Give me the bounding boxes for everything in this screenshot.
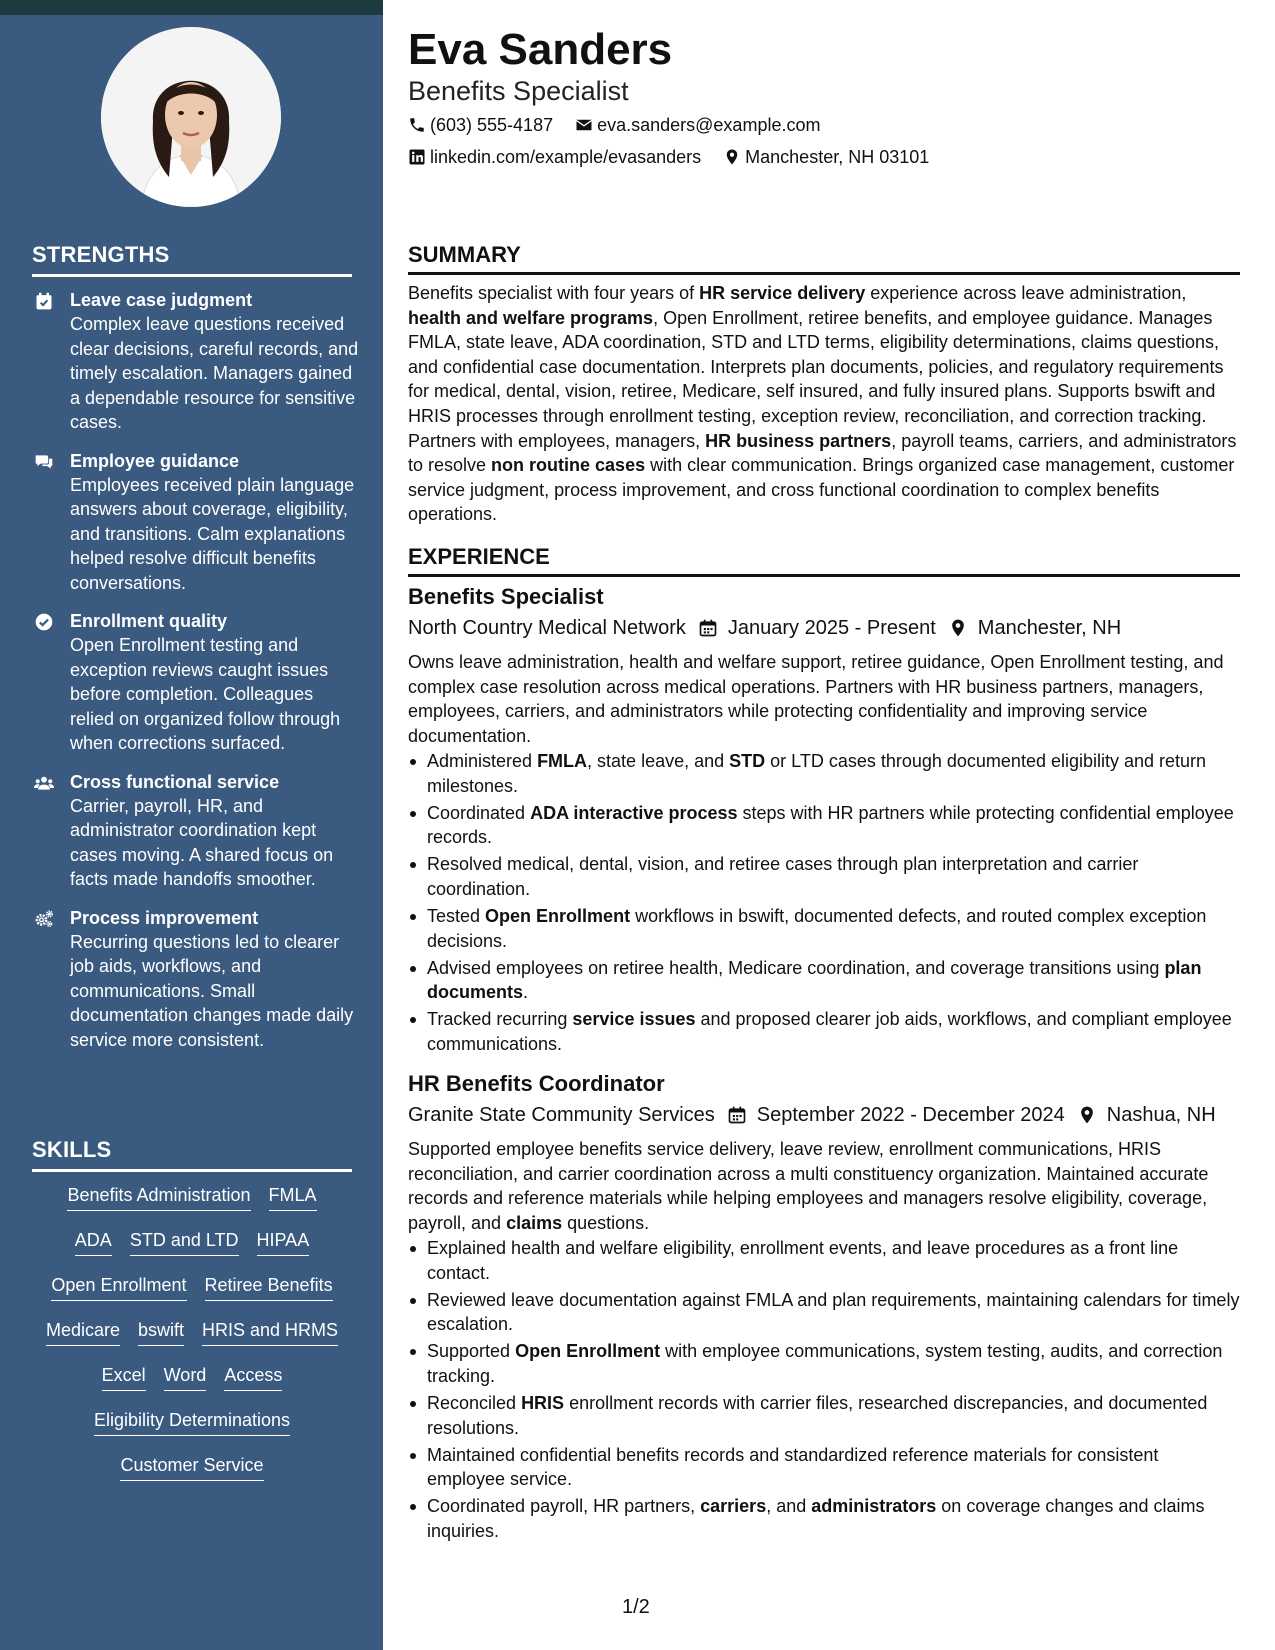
skill-row (32, 1453, 352, 1498)
text-run: , and (766, 1496, 812, 1517)
summary-heading: SUMMARY (408, 241, 1240, 275)
text-run: Tested (427, 906, 486, 927)
job-location-text-1: Manchester, NH (977, 617, 1122, 639)
skill-tag: Open Enrollment (51, 1273, 186, 1301)
bold-text: plan documents (427, 957, 1202, 1003)
text-run: steps with HR partners while protecting confidential employee records. (427, 802, 1234, 848)
strengths-heading: STRENGTHS (32, 242, 352, 277)
skill-row (32, 1363, 352, 1408)
bullet-item (408, 749, 1240, 798)
contact-row-2 (408, 145, 951, 169)
text-run: Supported employee benefits service delivery, leave review, enrollment communications, HRIS reconciliation, and carrier coordination across a multi constituency organization. Maintained accurate records and reference materials while helping employees and managers resolve eligibility, coverage, payroll, and (408, 1139, 1209, 1233)
job-location-2 (1077, 1102, 1216, 1128)
job-title-1: Benefits Specialist (408, 584, 604, 609)
skill-tag: Retiree Benefits (205, 1273, 333, 1301)
location-text: Manchester, NH 03101 (745, 147, 930, 167)
job-company-1: North Country Medical Network (408, 617, 686, 639)
text-run: . (523, 982, 529, 1003)
phone-contact (408, 113, 553, 137)
skill-tag: Eligibility Determinations (94, 1408, 290, 1436)
strengths-list (32, 288, 362, 1066)
strength-item (32, 288, 362, 435)
text-run: Maintained confidential benefits records and standardized reference materials for consistent employee service. (427, 1444, 1159, 1490)
text-run: with employee communications, system testing, audits, and correction tracking. (427, 1341, 1223, 1386)
skill-tag: HIPAA (257, 1228, 310, 1256)
bold-text: administrators (811, 1496, 937, 1517)
bullet-item (408, 956, 1240, 1005)
calendar-icon (698, 618, 728, 638)
text-run: Resolved medical, dental, vision, and retiree cases through plan interpretation and carrier coordination. (427, 854, 1139, 899)
strength-description: Recurring questions led to clearer job aids, workflows, and communications. Small documentation changes made daily service more consistent. (70, 931, 354, 1050)
bold-text: service issues (572, 1009, 696, 1030)
text-run: Reviewed leave documentation against FMLA and plan requirements, maintaining calendars for timely escalation. (427, 1289, 1240, 1335)
email-contact[interactable] (575, 113, 820, 137)
strength-item (32, 609, 362, 756)
bullet-item (408, 1339, 1240, 1388)
bullet-item (408, 904, 1240, 953)
strength-title: Cross functional service (70, 771, 280, 792)
location-contact (723, 145, 929, 169)
skill-row (32, 1273, 352, 1318)
calendar-check-icon (34, 291, 54, 311)
text-run: on coverage changes and claims inquiries. (427, 1496, 1205, 1542)
summary-text (408, 281, 1240, 527)
skill-tag: Customer Service (120, 1453, 263, 1481)
strength-item (32, 449, 362, 596)
skill-tag: Access (224, 1363, 282, 1391)
strength-description: Open Enrollment testing and exception reviews caught issues before completion. Colleagues relied on organized follow through when corrections surfaced. (70, 635, 341, 753)
candidate-title: Benefits Specialist (408, 76, 629, 106)
envelope-icon (575, 116, 597, 134)
strength-description: Carrier, payroll, HR, and administrator coordination kept cases moving. A shared focus on facts made handoffs smoother. (70, 795, 334, 889)
strength-item (32, 906, 362, 1053)
strength-title: Enrollment quality (70, 611, 228, 631)
text-run: , payroll teams, carriers, and administrators to resolve (408, 430, 1237, 476)
bullet-item (408, 1494, 1240, 1543)
strength-title: Process improvement (70, 907, 259, 928)
job-bullets-1 (408, 749, 1240, 1059)
text-run: enrollment records with carrier files, researched discrepancies, and documented resolutions. (427, 1393, 1208, 1438)
job-summary-1: Owns leave administration, health and welfare support, retiree guidance, Open Enrollment testing, and complex case resolution across medical operations. Partners with HR business partners, managers, employees, carriers, and administrators while protecting confidentiality and improving service documentation. (408, 652, 1224, 746)
map-pin-icon (1077, 1105, 1107, 1125)
text-run: Coordinated payroll, HR partners, (427, 1496, 701, 1517)
avatar-photo (101, 27, 281, 207)
calendar-icon (727, 1105, 757, 1125)
skill-tag: Benefits Administration (67, 1183, 250, 1211)
bullet-item (408, 1236, 1240, 1285)
phone-icon (408, 116, 430, 134)
candidate-name: Eva Sanders (408, 25, 673, 74)
job-summary-2 (408, 1137, 1240, 1235)
job-title-2: HR Benefits Coordinator (408, 1071, 665, 1096)
text-run: Coordinated (427, 802, 531, 823)
page-number: 1/2 (622, 1596, 650, 1618)
sidebar-top-bar (0, 0, 383, 15)
contact-row-1 (408, 113, 842, 137)
bullet-item (408, 1288, 1240, 1337)
text-run: workflows in bswift, documented defects, and routed complex exception decisions. (427, 906, 1207, 951)
skill-row (32, 1318, 352, 1363)
text-run: experience across leave administration, (865, 283, 1187, 303)
bold-text: ADA interactive process (530, 802, 738, 823)
chat-bubbles-icon (34, 452, 54, 472)
job-location-1 (948, 615, 1121, 641)
bold-text: claims (506, 1212, 563, 1233)
job-meta-2 (408, 1102, 1228, 1128)
job-company-2: Granite State Community Services (408, 1104, 715, 1126)
bullet-item (408, 801, 1240, 850)
strength-description: Complex leave questions received clear decisions, careful records, and timely escalation. Managers gained a dependable resource for sensitive cases. (70, 314, 359, 432)
bold-text: carriers (700, 1496, 767, 1517)
skill-row (32, 1408, 352, 1453)
bold-text: health and welfare programs (408, 307, 654, 328)
sidebar (0, 0, 383, 1650)
text-run: Benefits specialist with four years of (408, 283, 700, 303)
strength-description: Employees received plain language answers about coverage, eligibility, and transitions. Calm explanations helped resolve difficult benefits conversations. (70, 474, 355, 593)
bold-text: HR service delivery (699, 283, 866, 303)
bullet-item (408, 1007, 1240, 1056)
strength-item (32, 770, 362, 892)
check-circle-icon (34, 612, 54, 632)
job-dates-2 (727, 1102, 1065, 1128)
linkedin-contact[interactable] (408, 145, 701, 169)
text-run: Supported (427, 1341, 516, 1362)
bold-text: STD (729, 751, 766, 771)
avatar (101, 27, 281, 207)
text-run: Advised employees on retiree health, Medicare coordination, and coverage transitions using (427, 957, 1165, 978)
map-pin-icon (948, 618, 978, 638)
text-run: Tracked recurring (427, 1009, 573, 1030)
linkedin-text[interactable]: linkedin.com/example/evasanders (430, 147, 702, 167)
text-run: with clear communication. Brings organized case management, customer service judgment, process improvement, and cross functional coordination to complex benefits operations. (408, 455, 1235, 525)
text-run: Explained health and welfare eligibility, enrollment events, and leave procedures as a front line contact. (427, 1238, 1179, 1283)
bold-text: FMLA (537, 751, 588, 771)
job-bullets-2 (408, 1236, 1240, 1546)
text-run: or LTD cases through documented eligibility and return milestones. (427, 751, 1207, 796)
email-text[interactable]: eva.sanders@example.com (597, 115, 821, 135)
users-icon (34, 773, 54, 793)
skill-tag: HRIS and HRMS (202, 1318, 338, 1346)
job-dates-text-2: September 2022 - December 2024 (756, 1104, 1065, 1126)
linkedin-icon (408, 148, 430, 166)
gears-icon (34, 909, 54, 929)
skill-row (32, 1183, 352, 1228)
text-run: Reconciled (427, 1393, 522, 1414)
bold-text: HR business partners (705, 430, 892, 451)
bold-text: Open Enrollment (515, 1341, 661, 1362)
skill-tag: Excel (102, 1363, 146, 1391)
skills-heading: SKILLS (32, 1137, 352, 1172)
skill-tag: Medicare (46, 1318, 120, 1346)
skill-tag: STD and LTD (130, 1228, 239, 1256)
strength-title: Leave case judgment (70, 290, 253, 310)
skill-tag: bswift (138, 1318, 184, 1346)
bold-text: Open Enrollment (485, 906, 631, 927)
phone-text: (603) 555-4187 (430, 115, 554, 135)
job-dates-text-1: January 2025 - Present (727, 617, 936, 639)
bullet-item (408, 1443, 1240, 1492)
bold-text: non routine cases (491, 455, 646, 476)
skill-row (32, 1228, 352, 1273)
skills-list (32, 1183, 352, 1498)
map-pin-icon (723, 148, 745, 166)
text-run: , state leave, and (587, 751, 730, 771)
text-run: and proposed clearer job aids, workflows, and compliant employee communications. (427, 1009, 1232, 1055)
job-location-text-2: Nashua, NH (1106, 1104, 1216, 1126)
skill-tag: FMLA (269, 1183, 317, 1211)
text-run: questions. (562, 1212, 650, 1233)
job-dates-1 (698, 615, 936, 641)
text-run: Administered (427, 751, 538, 771)
job-meta-1 (408, 615, 1133, 641)
text-run: , Open Enrollment, retiree benefits, and employee guidance. Manages FMLA, state leave, ADA coordination, STD and LTD terms, eligibility determinations, claims questions, and confidential case documentation. Interprets plan documents, policies, and regulatory requirements for medical, dental, vision, retiree, Medicare, self insured, and fully insured plans. Supports bswift and HRIS processes through enrollment testing, exception review, reconciliation, and correction tracking. Partners with employees, managers, (408, 307, 1224, 451)
bullet-item (408, 1391, 1240, 1440)
strength-title: Employee guidance (70, 450, 240, 471)
bold-text: HRIS (521, 1393, 565, 1414)
experience-heading: EXPERIENCE (408, 543, 1240, 577)
skill-tag: Word (164, 1363, 207, 1391)
bullet-item (408, 852, 1240, 901)
skill-tag: ADA (75, 1228, 112, 1256)
